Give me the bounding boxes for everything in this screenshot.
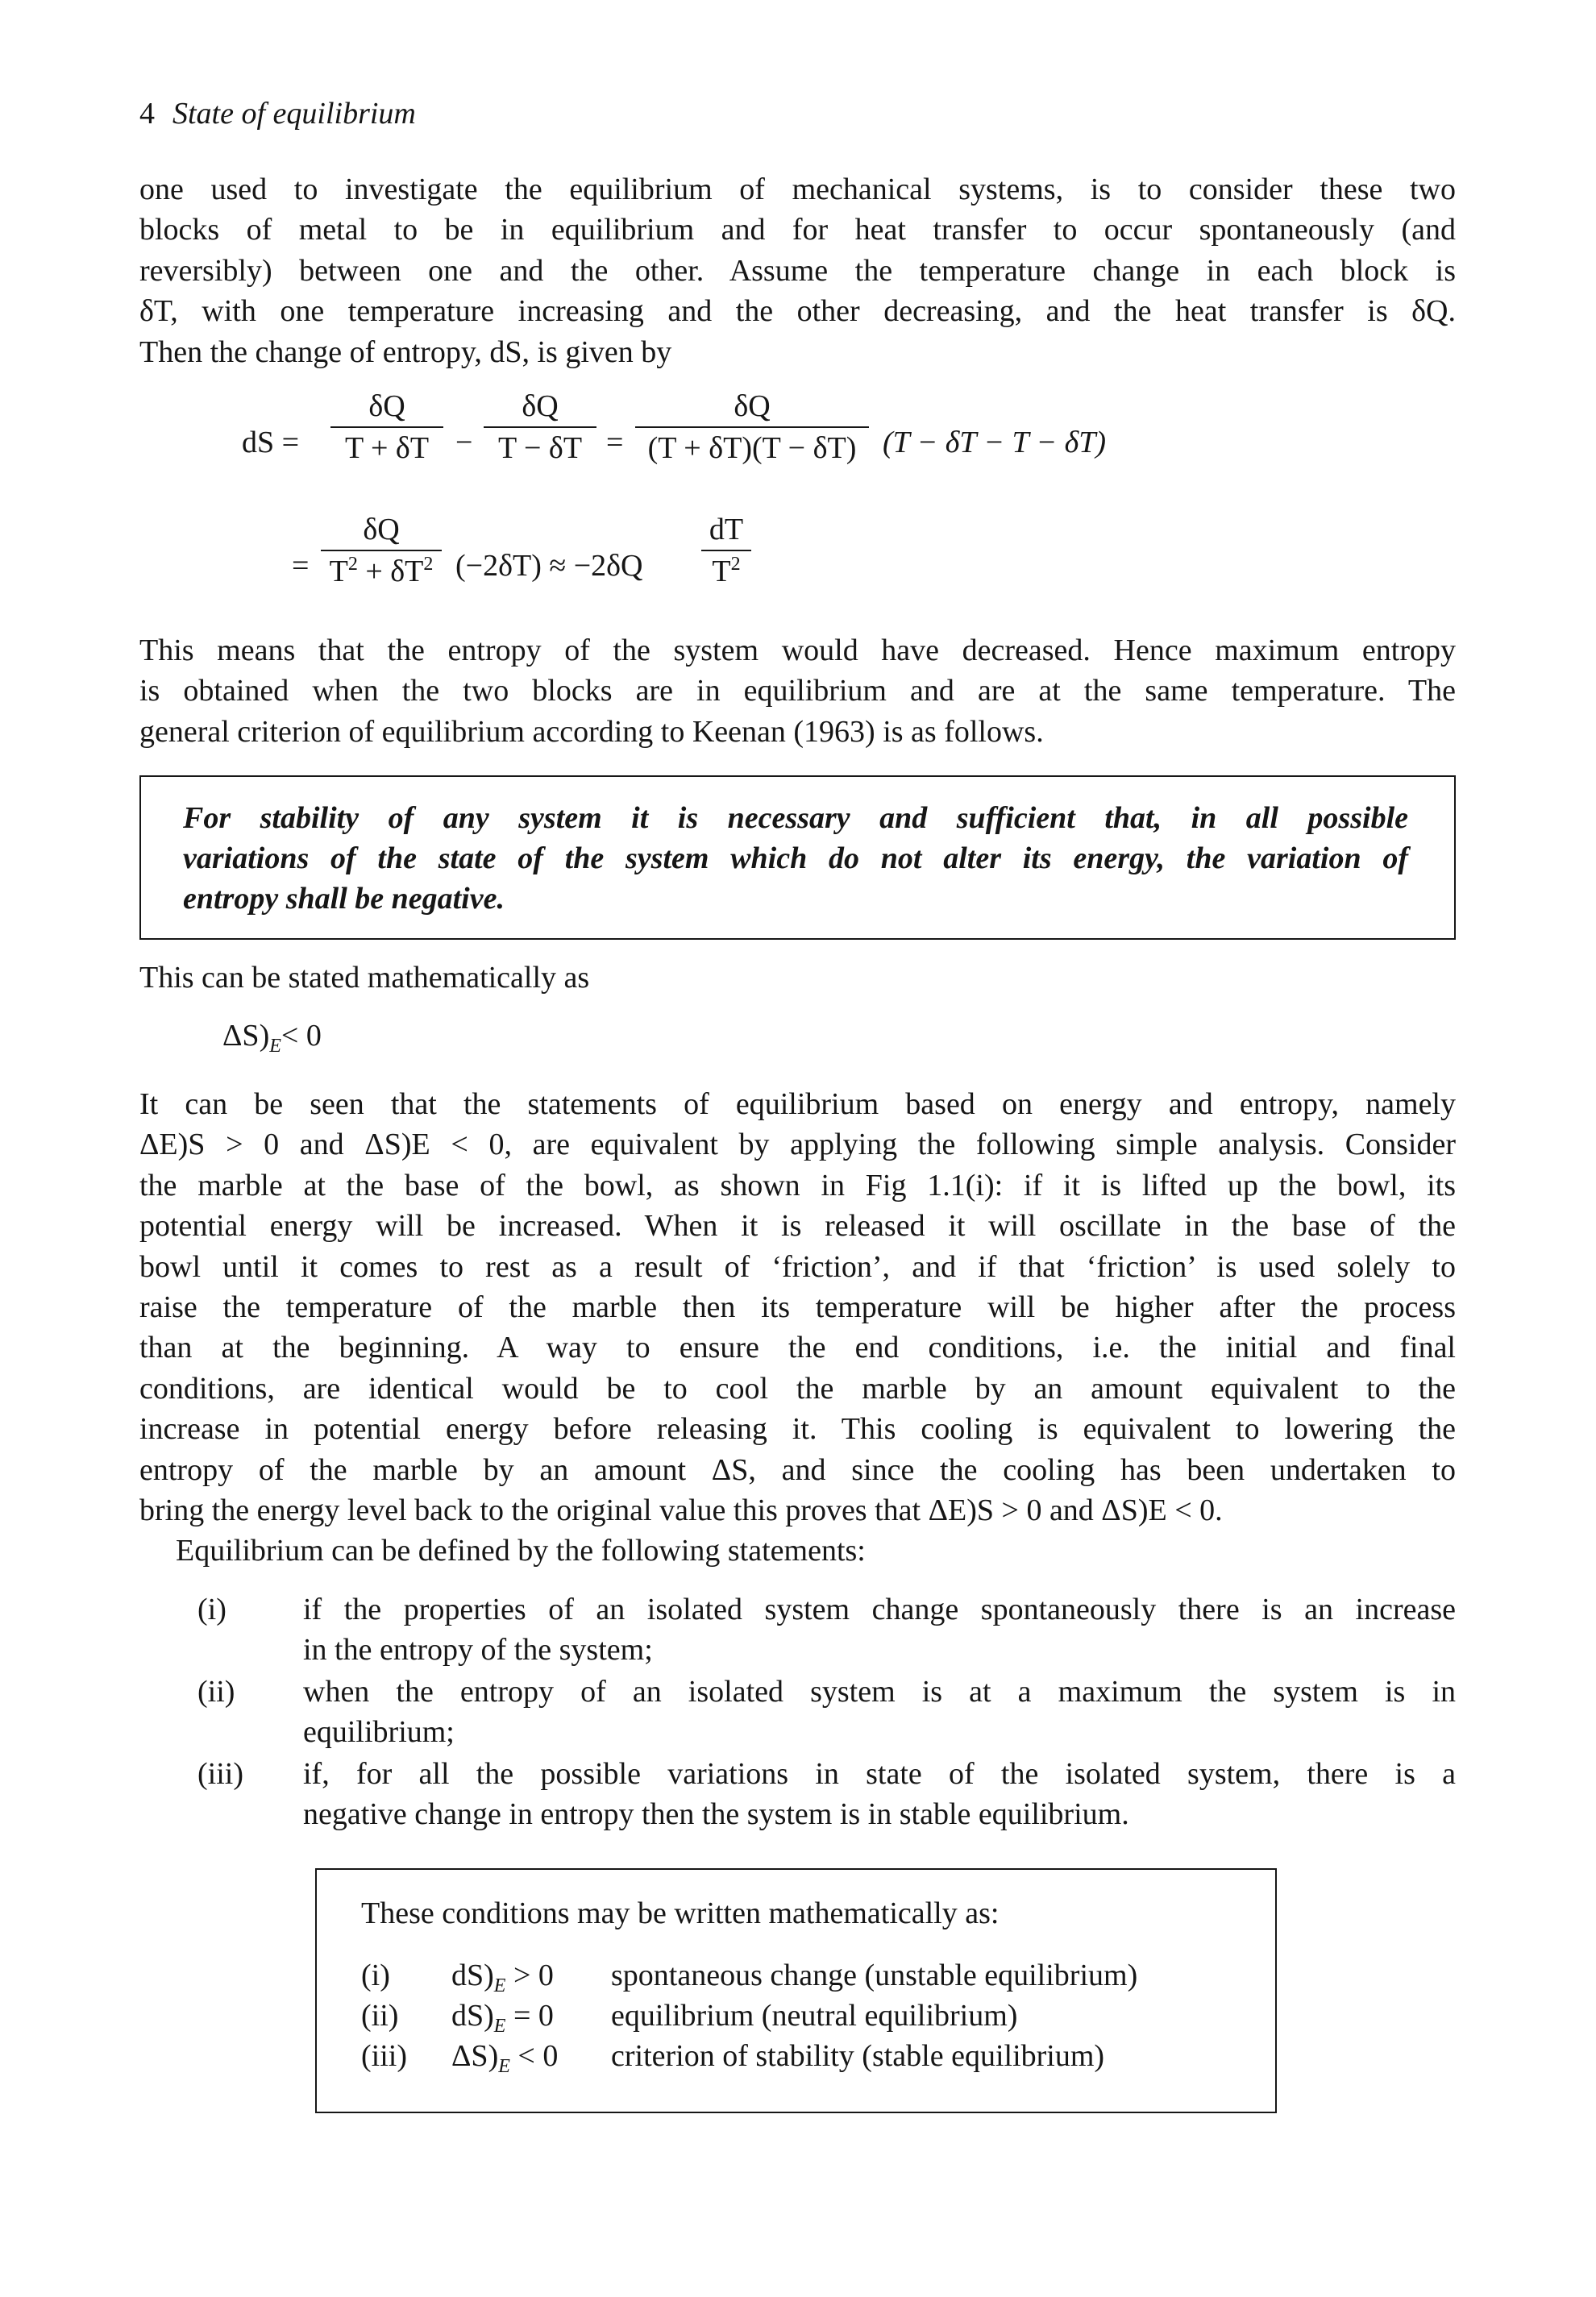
fraction-numerator: δQ xyxy=(368,389,405,423)
math-term: < 0 xyxy=(509,2039,559,2073)
fraction-numerator: δQ xyxy=(363,513,400,546)
eq-term: ΔS) xyxy=(222,1019,270,1053)
math-term: > 0 xyxy=(505,1958,554,1992)
subscript: E xyxy=(493,2016,506,2037)
eq-lhs: dS = xyxy=(242,426,300,459)
condition-math xyxy=(451,2036,558,2076)
text-line: This can be stated mathematically as xyxy=(139,961,590,995)
conditions-intro: These conditions may be written mathematically as: xyxy=(361,1896,1000,1930)
text-line: if the properties of an isolated system change spontaneously there is an increase xyxy=(303,1593,1456,1626)
eq-equals: = xyxy=(606,426,624,459)
text-line: variations of the state of the system which do not alter its energy, the variation of xyxy=(183,841,1408,875)
text-line: reversibly) between one and the other. Assume the temperature change in each block is xyxy=(139,253,1456,288)
text-line: conditions, are identical would be to cool the marble by an amount equivalent to the xyxy=(139,1371,1456,1406)
text-line: entropy shall be negative. xyxy=(183,882,505,916)
text-line: than at the beginning. A way to ensure the end conditions, i.e. the initial and final xyxy=(139,1331,1456,1365)
condition-description: equilibrium (neutral equilibrium) xyxy=(611,1999,1018,2033)
condition-math xyxy=(451,1996,554,2036)
list-item xyxy=(139,1754,1456,1836)
fraction-denominator: T + δT xyxy=(344,431,430,465)
fraction-denominator xyxy=(321,551,442,587)
condition-math xyxy=(451,1955,554,1996)
text-line: in the entropy of the system; xyxy=(303,1633,653,1667)
list-marker: (iii) xyxy=(197,1757,243,1791)
text-line: This means that the entropy of the system would have decreased. Hence maximum entropy xyxy=(139,633,1456,667)
eq-minus: − xyxy=(455,426,473,459)
stability-criterion-box xyxy=(139,775,1456,940)
list-item-body xyxy=(303,1589,1456,1670)
denominator-term: T xyxy=(329,555,348,588)
fraction-denominator: (T + δT)(T − δT) xyxy=(647,431,857,465)
text-line: negative change in entropy then the system is in stable equilibrium. xyxy=(303,1797,1129,1831)
condition-number: (i) xyxy=(361,1958,390,1992)
eq-middle: (−2δT) ≈ −2δQ xyxy=(455,549,643,583)
math-term: = 0 xyxy=(505,1999,554,2033)
subscript: E xyxy=(493,1975,506,1996)
list-item-body xyxy=(303,1754,1456,1834)
text-line: For stability of any system it is necessary and sufficient that, in all possible xyxy=(183,801,1408,835)
text-line: general criterion of equilibrium according to Keenan (1963) is as follows. xyxy=(139,714,1044,749)
eq-fraction xyxy=(330,391,443,463)
eq-fraction xyxy=(321,514,442,587)
exponent: 2 xyxy=(730,554,741,575)
text-line: when the entropy of an isolated system is at a maximum the system is in xyxy=(303,1675,1456,1709)
page-number: 4 xyxy=(139,97,155,131)
list-marker: (ii) xyxy=(197,1675,235,1709)
subscript: E xyxy=(498,2056,510,2077)
text-line: δT, with one temperature increasing and the other decreasing, and the heat transfer is δQ. xyxy=(139,294,1456,329)
paragraph-entropy xyxy=(139,630,1456,752)
chapter-title: State of equilibrium xyxy=(172,97,416,131)
fraction-denominator: T − δT xyxy=(497,431,583,465)
text-line: if, for all the possible variations in state of the isolated system, there is a xyxy=(303,1757,1456,1791)
condition-description: criterion of stability (stable equilibrium) xyxy=(611,2039,1105,2073)
list-item xyxy=(139,1589,1456,1672)
eq-bracket: (T − δT − T − δT) xyxy=(883,426,1107,459)
exponent: 2 xyxy=(423,554,434,575)
text-line: bowl until it comes to rest as a result of ‘friction’, and if that ‘friction’ is used solely to xyxy=(139,1249,1456,1284)
text-line: It can be seen that the statements of equilibrium based on energy and entropy, namely xyxy=(139,1087,1456,1121)
text-line: ΔE)S > 0 and ΔS)E < 0, are equivalent by applying the following simple analysis. Consider xyxy=(139,1128,1456,1162)
list-marker: (i) xyxy=(197,1593,227,1626)
fraction-numerator: δQ xyxy=(734,389,771,423)
text-line: Then the change of entropy, dS, is given by xyxy=(139,334,672,369)
eq-expression xyxy=(222,1019,322,1057)
equilibrium-statements-list xyxy=(139,1589,1456,1836)
text-line: entropy of the marble by an amount ΔS, and since the cooling has been undertaken to xyxy=(139,1452,1456,1487)
fraction-numerator: dT xyxy=(709,513,744,546)
text-line: equilibrium; xyxy=(303,1715,455,1749)
text-line: bring the energy level back to the original value this proves that ΔE)S > 0 and ΔS)E < 0. xyxy=(139,1493,1223,1527)
paragraph-intro xyxy=(139,169,1456,372)
math-term: dS) xyxy=(451,1958,494,1992)
math-term: dS) xyxy=(451,1999,494,2033)
denominator-term: T xyxy=(712,555,731,588)
math-term: ΔS) xyxy=(451,2039,499,2073)
text-line: potential energy will be increased. When it is released it will oscillate in the base of the xyxy=(139,1209,1456,1244)
fraction-denominator xyxy=(701,551,751,587)
paragraph-math-intro xyxy=(139,957,1456,998)
text-line: one used to investigate the equilibrium of mechanical systems, is to consider these two xyxy=(139,172,1456,206)
paragraph-analysis xyxy=(139,1084,1456,1572)
text-line: increase in potential energy before releasing it. This cooling is equivalent to lowering the xyxy=(139,1412,1456,1447)
conditions-box xyxy=(315,1868,1277,2113)
eq-fraction xyxy=(484,391,596,463)
condition-description: spontaneous change (unstable equilibrium) xyxy=(611,1958,1138,1992)
text-line: the marble at the base of the bowl, as shown in Fig 1.1(i): if it is lifted up the bowl, its xyxy=(139,1168,1456,1202)
condition-number: (ii) xyxy=(361,1999,399,2033)
text-line: raise the temperature of the marble then its temperature will be higher after the process xyxy=(139,1290,1456,1324)
eq-term: < 0 xyxy=(281,1019,322,1053)
subscript: E xyxy=(269,1036,281,1057)
eq-fraction xyxy=(635,391,869,463)
denominator-term: + δT xyxy=(357,555,424,588)
text-line: Equilibrium can be defined by the following statements: xyxy=(176,1534,866,1568)
list-item-body xyxy=(303,1672,1456,1752)
text-line: is obtained when the two blocks are in equilibrium and are at the same temperature. The xyxy=(139,674,1456,708)
eq-fraction xyxy=(701,514,751,587)
list-item xyxy=(139,1672,1456,1754)
eq-equals: = xyxy=(292,549,310,583)
fraction-numerator: δQ xyxy=(522,389,559,423)
text-line: blocks of metal to be in equilibrium and for heat transfer to occur spontaneously (and xyxy=(139,213,1456,247)
running-head xyxy=(139,93,416,134)
exponent: 2 xyxy=(347,554,358,575)
condition-number: (iii) xyxy=(361,2039,407,2073)
stability-criterion-text xyxy=(183,798,1408,919)
